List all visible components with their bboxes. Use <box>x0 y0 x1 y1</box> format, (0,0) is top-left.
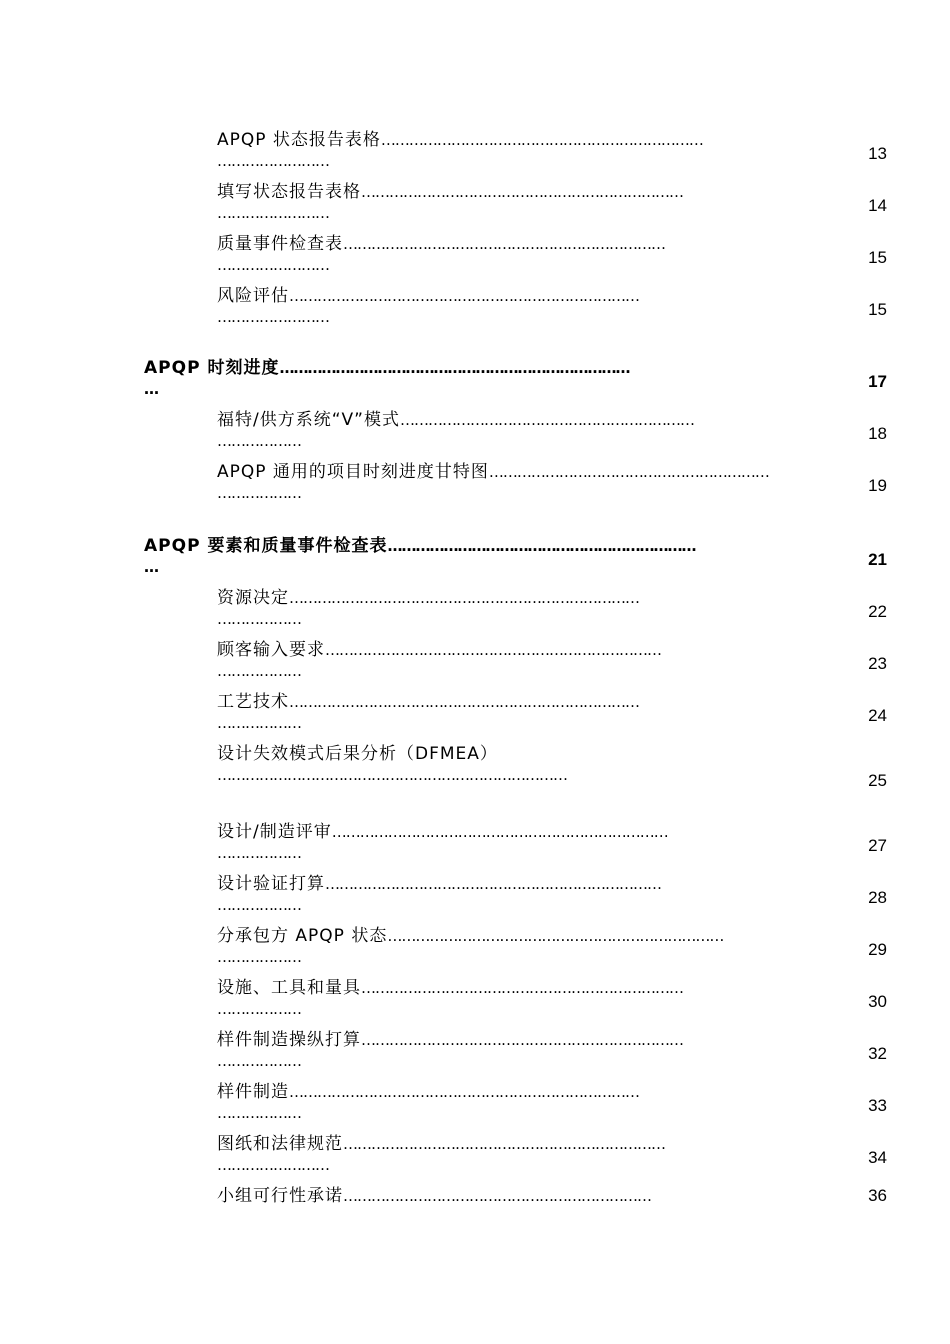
toc-leader-dots: …………………………………………………………… <box>380 131 703 149</box>
toc-leader-dots: …………………………………………………………… <box>361 1031 683 1049</box>
toc-leader-dots: ……………… <box>217 432 301 450</box>
toc-section-title: APQP 时刻进度 <box>144 358 280 378</box>
toc-leader-dots: … <box>144 558 158 576</box>
toc-entry-title: 风险评估 <box>217 286 289 306</box>
toc-leader-dots: ……………… <box>217 896 301 914</box>
toc-leader-dots: ……………… <box>217 1000 301 1018</box>
toc-entry-title: 设施、工具和量具 <box>217 978 361 998</box>
toc-entry[interactable] <box>217 976 887 1022</box>
toc-entry-title: 小组可行性承诺 <box>217 1186 343 1206</box>
toc-leader-dots: …………………………………………………………… <box>361 979 683 997</box>
toc-leader-dots: ……………………………………………………………… <box>331 823 668 841</box>
toc-leader-dots: ………………………………………………………………… <box>217 766 567 784</box>
toc-leader-dots: … <box>144 380 158 398</box>
toc-entry[interactable] <box>217 1028 887 1074</box>
toc-leader-dots: …………………… <box>217 256 329 274</box>
toc-leader-dots: ……………………………………………………………… <box>325 875 661 893</box>
toc-entry-title: APQP 状态报告表格 <box>217 130 381 150</box>
toc-leader-dots: ……………… <box>217 610 301 628</box>
toc-entry-title: 设计验证打算 <box>217 874 325 894</box>
toc-page-number: 15 <box>868 248 887 267</box>
toc-entry-title: 样件制造操纵打算 <box>217 1030 361 1050</box>
toc-page-number: 36 <box>868 1186 887 1205</box>
toc-page-number: 22 <box>868 602 887 621</box>
toc-leader-dots: ……………… <box>217 714 301 732</box>
toc-page-number: 23 <box>868 654 887 673</box>
toc-entry-title: 福特/供方系统“V”模式 <box>217 410 400 430</box>
toc-entry[interactable] <box>217 180 887 226</box>
toc-page-number: 14 <box>868 196 887 215</box>
toc-page-number: 19 <box>868 476 887 495</box>
toc-section-entry[interactable] <box>144 356 887 402</box>
toc-page-number: 17 <box>868 372 887 391</box>
toc-leader-dots: …………………… <box>217 152 329 170</box>
toc-entry[interactable] <box>217 924 887 970</box>
toc-leader-dots: ………………………………………………………………… <box>279 359 630 377</box>
toc-entry[interactable] <box>217 690 887 736</box>
toc-leader-dots: …………………… <box>217 1156 329 1174</box>
toc-page-number: 29 <box>868 940 887 959</box>
toc-entry-title: 工艺技术 <box>217 692 289 712</box>
toc-entry[interactable] <box>217 408 887 454</box>
toc-section-title: APQP 要素和质量事件检查表 <box>144 536 388 556</box>
toc-page-number: 24 <box>868 706 887 725</box>
toc-entry-title: 分承包方 APQP 状态 <box>217 926 388 946</box>
toc-leader-dots: ……………… <box>217 1104 301 1122</box>
toc-entry[interactable] <box>217 638 887 684</box>
toc-leader-dots: ……………… <box>217 484 301 502</box>
toc-page-number: 33 <box>868 1096 887 1115</box>
toc-entry-title: 质量事件检查表 <box>217 234 343 254</box>
toc-leader-dots: ……………………………………………………………… <box>325 641 661 659</box>
toc-leader-dots: ………………………………………………………… <box>343 1187 651 1205</box>
toc-page-number: 25 <box>868 771 887 790</box>
toc-page-number: 13 <box>868 144 887 163</box>
toc-page-number: 34 <box>868 1148 887 1167</box>
toc-page-number: 27 <box>868 836 887 855</box>
toc-entry[interactable] <box>217 460 887 506</box>
toc-entry[interactable] <box>217 232 887 278</box>
toc-leader-dots: …………………………………………………………… <box>343 235 665 253</box>
toc-entry-title: APQP 通用的项目时刻进度甘特图 <box>217 462 489 482</box>
toc-page-number: 15 <box>868 300 887 319</box>
toc-leader-dots: ………………………………………………………………… <box>289 1083 639 1101</box>
toc-leader-dots: …………………… <box>217 204 329 222</box>
toc-leader-dots: ……………………………………………………… <box>399 411 694 429</box>
toc-entry[interactable] <box>217 1184 887 1210</box>
toc-entry[interactable] <box>217 284 887 330</box>
toc-leader-dots: ………………………………………………………………… <box>289 589 639 607</box>
toc-entry-title: 顾客输入要求 <box>217 640 325 660</box>
toc-page-number: 18 <box>868 424 887 443</box>
toc-entry[interactable] <box>217 872 887 918</box>
toc-leader-dots: ……………… <box>217 844 301 862</box>
toc-section-entry[interactable] <box>144 534 887 580</box>
toc-leader-dots: ……………………………………………………………… <box>387 927 724 945</box>
toc-leader-dots: ………………………………………………………………… <box>289 693 639 711</box>
toc-entry-title: 图纸和法律规范 <box>217 1134 343 1154</box>
toc-entry[interactable] <box>217 586 887 632</box>
toc-leader-dots: ………………………………………………………… <box>387 537 696 555</box>
toc-leader-dots: …………………………………………………………… <box>343 1135 665 1153</box>
toc-entry[interactable] <box>217 128 887 174</box>
toc-page-number: 28 <box>868 888 887 907</box>
toc-entry-title: 设计/制造评审 <box>217 822 332 842</box>
toc-leader-dots: ……………… <box>217 1052 301 1070</box>
toc-leader-dots: …………………………………………………… <box>488 463 769 481</box>
toc-entry-title: 填写状态报告表格 <box>217 182 361 202</box>
toc-entry-title: 设计失效模式后果分析（DFMEA） <box>217 744 498 764</box>
toc-leader-dots: ……………… <box>217 662 301 680</box>
toc-entry[interactable] <box>217 1132 887 1178</box>
toc-page-number: 32 <box>868 1044 887 1063</box>
toc-leader-dots: …………………………………………………………… <box>361 183 683 201</box>
toc-page-number: 30 <box>868 992 887 1011</box>
toc-entry-title: 样件制造 <box>217 1082 289 1102</box>
toc-entry-title: 资源决定 <box>217 588 289 608</box>
toc-entry[interactable] <box>217 742 887 802</box>
toc-entry[interactable] <box>217 1080 887 1126</box>
toc-page-number: 21 <box>868 550 887 569</box>
toc-leader-dots: ………………………………………………………………… <box>289 287 639 305</box>
toc-leader-dots: …………………… <box>217 308 329 326</box>
toc-entry[interactable] <box>217 820 887 866</box>
toc-leader-dots: ……………… <box>217 948 301 966</box>
